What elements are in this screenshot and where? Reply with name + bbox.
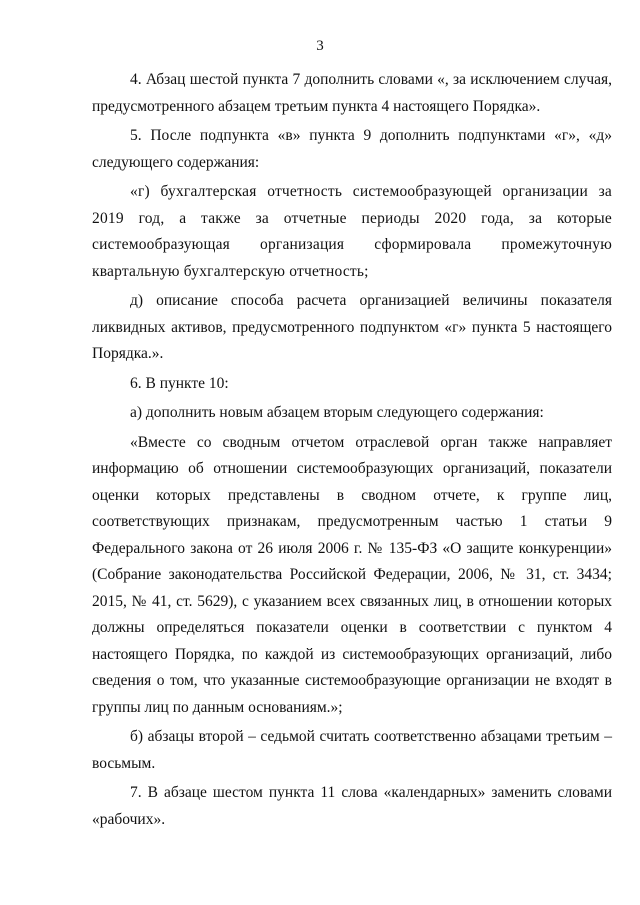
- paragraph-item-5: 5. После подпункта «в» пункта 9 дополнить подпунктами «г», «д» следующего содержания:: [92, 127, 612, 171]
- paragraph-subitem-b: б) абзацы второй – седьмой считать соответственно абзацами третьим – восьмым.: [92, 728, 612, 772]
- paragraph-subitem-a: а) дополнить новым абзацем вторым следующего содержания:: [130, 404, 544, 421]
- paragraph-subitem-d: д) описание способа расчета организацией величины показателя ликвидных активов, предусмотренного подпунктом «г» пункта 5 настоящего Порядка.».: [92, 292, 612, 362]
- paragraph-item-4: 4. Абзац шестой пункта 7 дополнить словами «, за исключением случая, предусмотренного абзацем третьим пункта 4 настоящего Порядка».: [92, 71, 612, 115]
- page-number: 3: [316, 38, 324, 54]
- document-body: [92, 67, 612, 836]
- paragraph-quoted-insert: «Вместе со сводным отчетом отраслевой орган также направляет информацию об отношении системообразующих организаций, показатели оценки которых представлены в сводном отчете, к группе лиц, соответствующих признакам, предусмотренным частью 1 статьи 9 Федерального закона от 26 июля 2006 г. № 135-ФЗ «О защите конкуренции» (Собрание законодательства Российской Федерации, 2006, № 31, ст. 3434; 2015, № 41, ст. 5629), с указанием всех связанных лиц, в отношении которых должны определяться показатели оценки в соответствии с пунктом 4 настоящего Порядка, по каждой из системообразующих организаций, либо сведения о том, что указанные системообразующие организации не входят в группы лиц по данным основаниям.»;: [92, 433, 612, 716]
- paragraph-item-7: 7. В абзаце шестом пункта 11 слова «календарных» заменить словами «рабочих».: [92, 784, 612, 828]
- paragraph-item-6: 6. В пункте 10:: [130, 374, 229, 392]
- paragraph-subitem-g: «г) бухгалтерская отчетность системообразующей организации за 2019 год, а также за отчетные периоды 2020 года, за которые системообразующая организация сформировала промежуточную квартальную бухгалтерскую отчетность;: [92, 183, 612, 280]
